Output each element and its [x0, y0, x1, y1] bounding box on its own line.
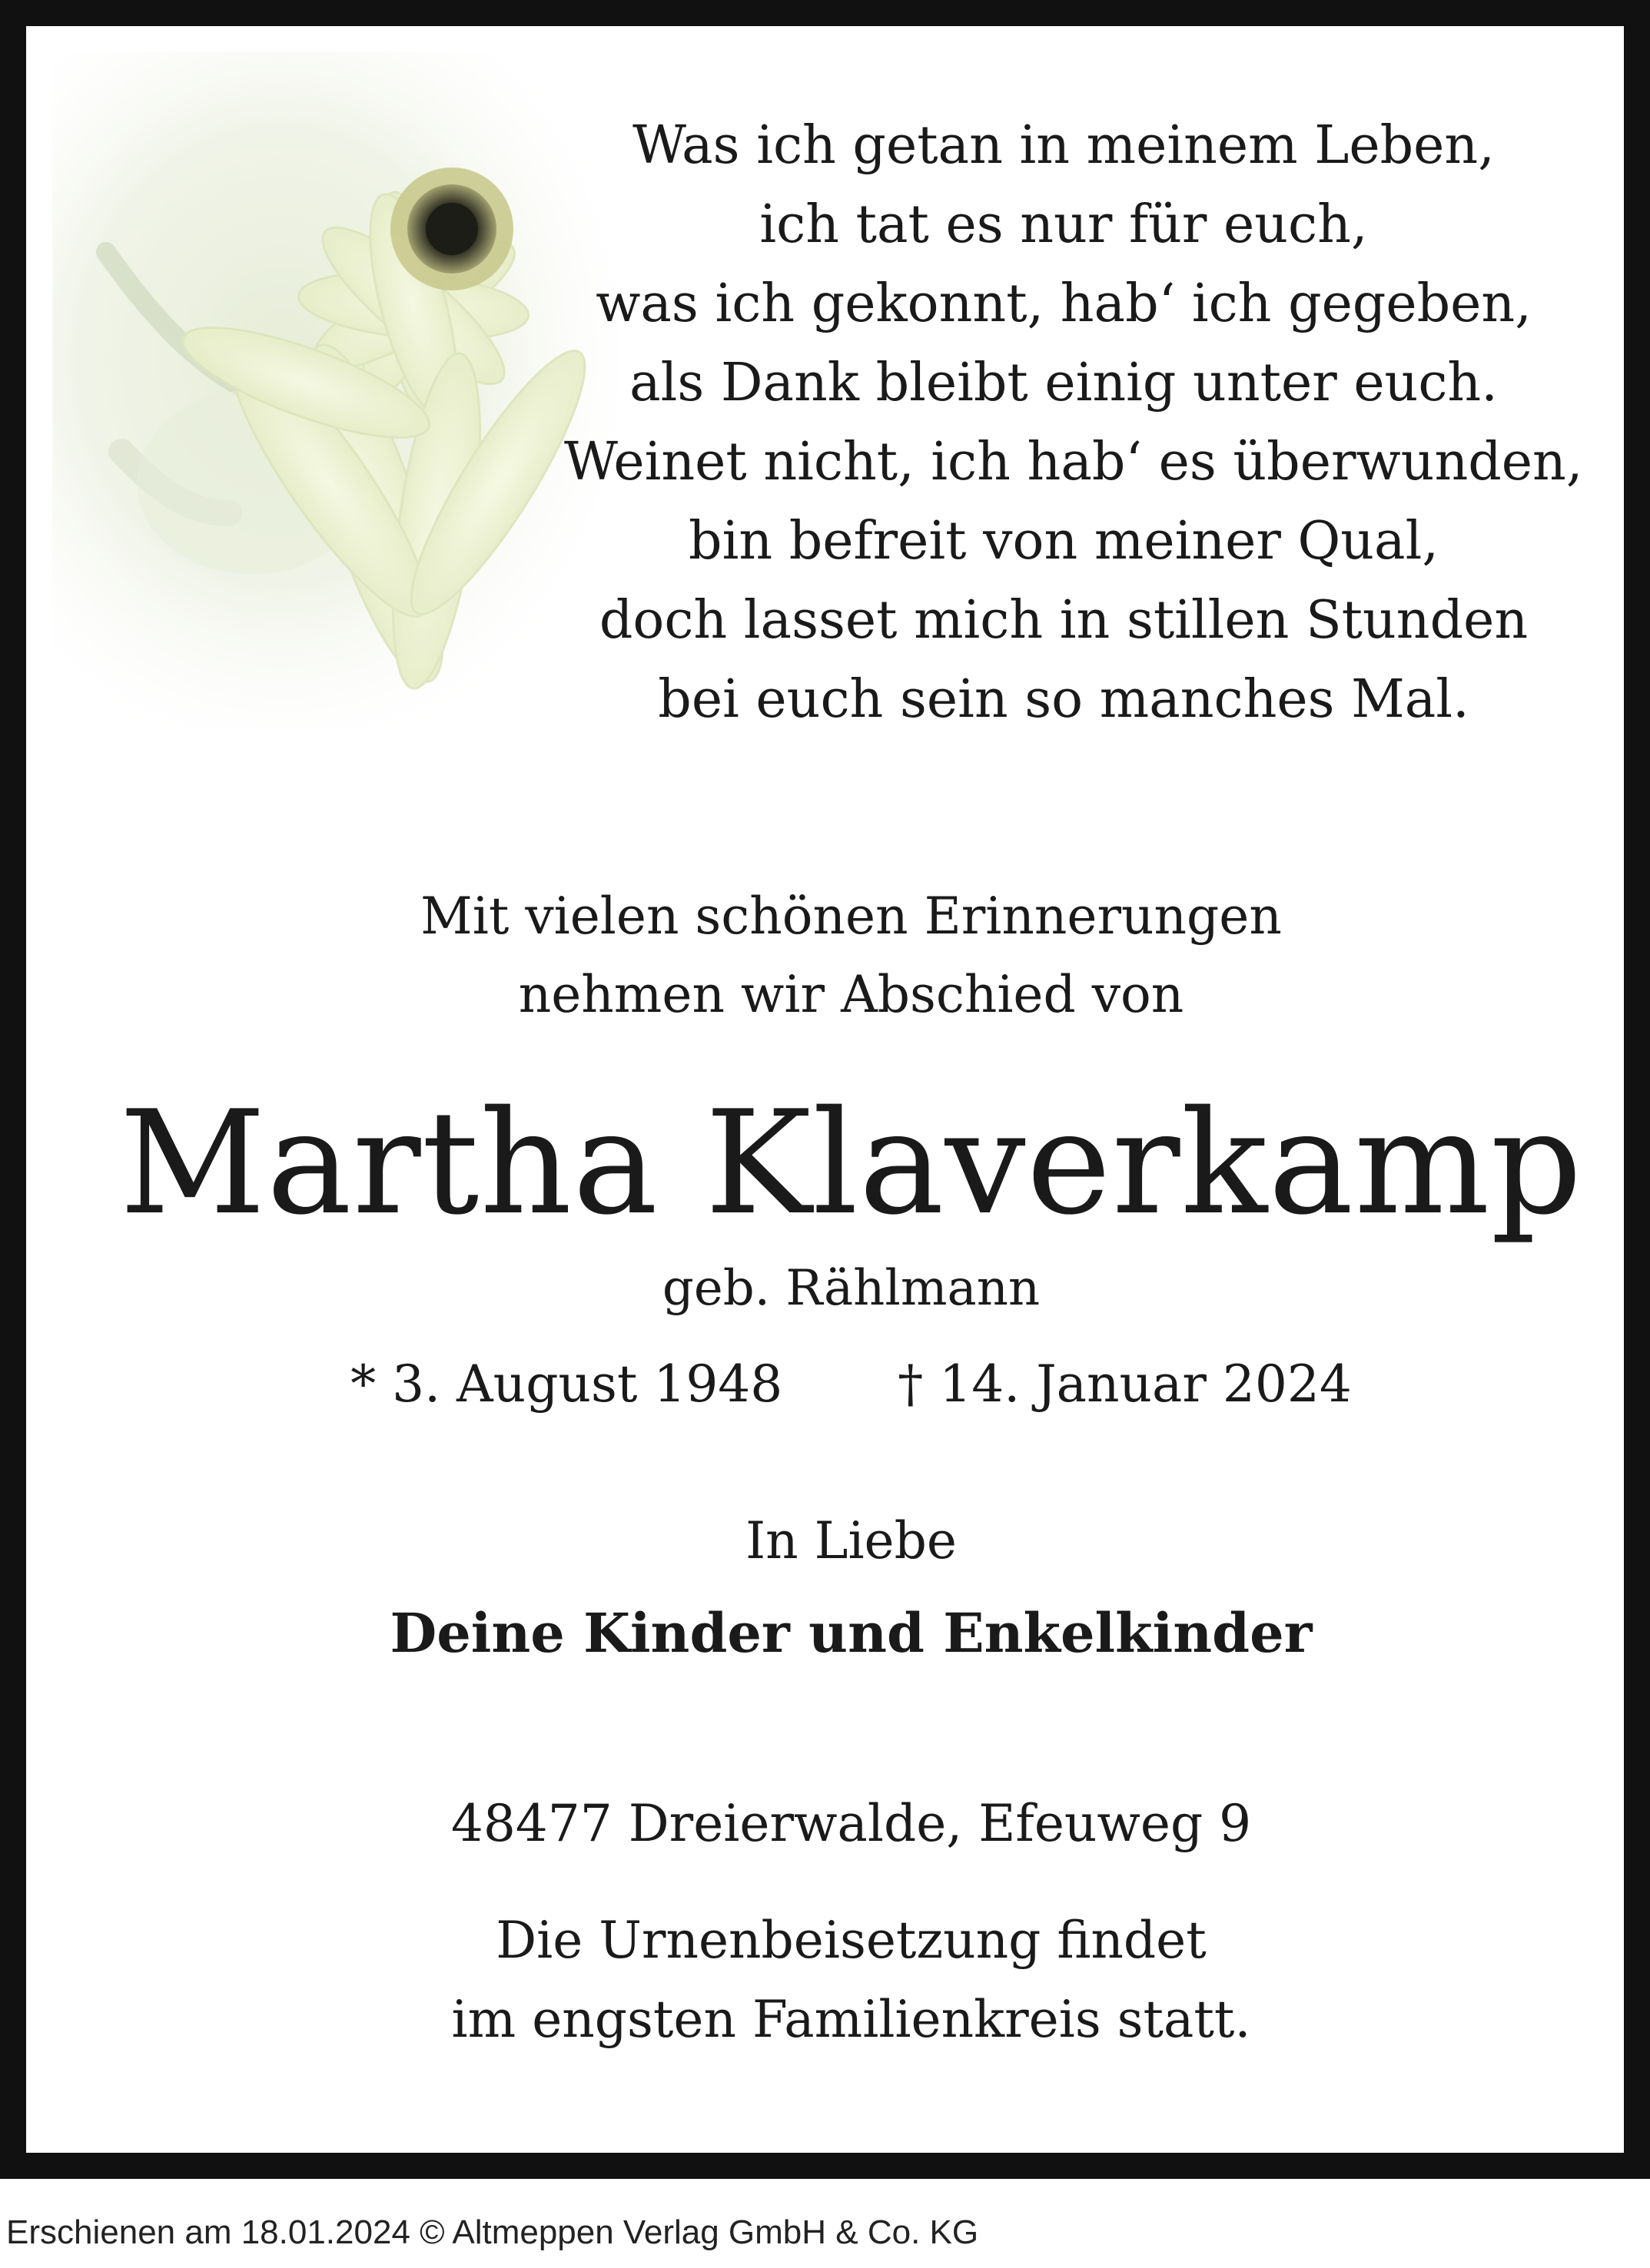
mourners-names: Deine Kinder und Enkelkinder: [390, 1601, 1313, 1665]
life-dates: [26, 1348, 1650, 1421]
intro-line: Mit vielen schönen Erinnerungen: [420, 887, 1282, 946]
birth-date: * 3. August 1948: [350, 1354, 783, 1414]
death-date: † 14. Januar 2024: [898, 1354, 1352, 1414]
poem-line: bei euch sein so manches Mal.: [658, 669, 1469, 730]
deceased-name: Martha Klaverkamp: [119, 1079, 1583, 1246]
notice-line: im engsten Familienkreis statt.: [451, 1990, 1251, 2049]
poem-line: doch lasset mich in stillen Stunden: [599, 590, 1529, 651]
poem-line: was ich gekonnt, hab‘ ich gegeben,: [596, 274, 1532, 334]
farewell-intro: [26, 877, 1650, 1034]
poem-line: als Dank bleibt einig unter euch.: [629, 353, 1498, 413]
poem-line: Was ich getan in meinem Leben,: [632, 115, 1495, 176]
publication-footer: Erschienen am 18.01.2024 © Altmeppen Verlag GmbH & Co. KG: [6, 2213, 979, 2251]
poem-line: bin befreit von meiner Qual,: [689, 511, 1439, 572]
notice-line: Die Urnenbeisetzung findet: [496, 1911, 1207, 1970]
intro-line: nehmen wir Abschied von: [518, 965, 1184, 1024]
burial-notice: [26, 1901, 1650, 2059]
maiden-name: geb. Rählmann: [662, 1260, 1041, 1317]
flower-image: [52, 52, 652, 728]
address: 48477 Dreierwalde, Efeuweg 9: [450, 1794, 1252, 1853]
poem-line: ich tat es nur für euch,: [759, 194, 1368, 255]
greeting: In Liebe: [745, 1511, 957, 1570]
poem-line: Weinet nicht, ich hab‘ es überwunden,: [564, 432, 1583, 492]
poem: [564, 106, 1583, 739]
